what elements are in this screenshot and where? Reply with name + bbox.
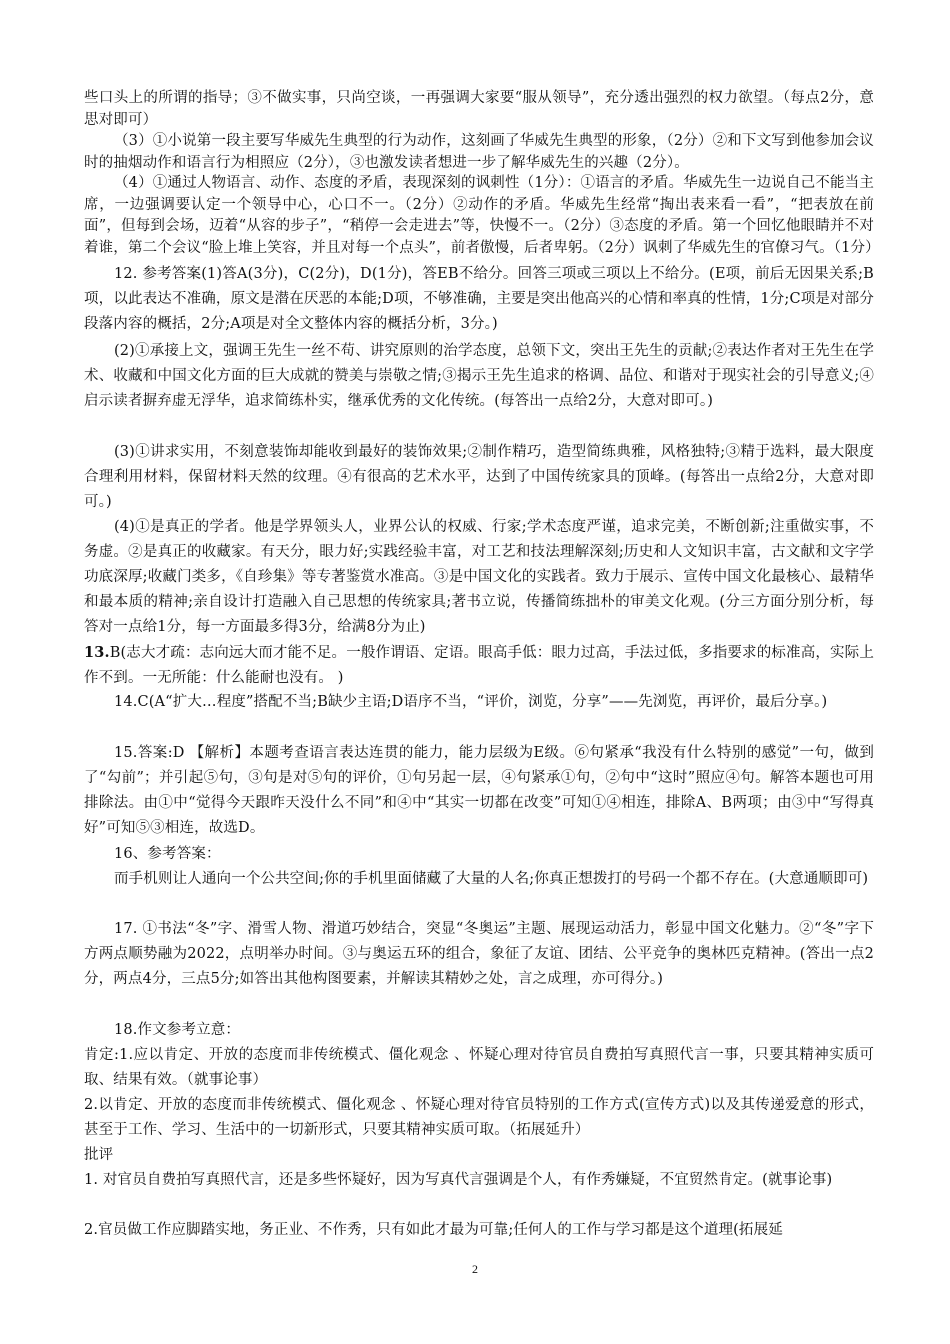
paragraph-continuation: 些口头上的所谓的指导；③不做实事，只尚空谈，一再强调大家要“服从领导”，充分透出强烈的权力欲望。（每点2分，意思对即可） (84, 90, 874, 128)
paragraph-18-affirm-1: 肯定:1.应以肯定、开放的态度而非传统模式、僵化观念 、怀疑心理对待官员自费拍写真照代言一事，只要其精神实质可取、结果有效。（就事论事） (84, 1047, 874, 1088)
paragraph-12-part2: (2)①承接上文，强调王先生一丝不苟、讲究原则的治学态度，总领下文，突出王先生的贡献;②表达作者对王先生在学术、收藏和中国文化方面的巨大成就的赞美与崇敬之情;③揭示王先生追求的格调、品位、和谐对于现实社会的引导意义;④启示读者摒弃虚无浮华，追求简练朴实，继承优秀的文化传统。(每答出一点给2分，大意对即可。) (84, 343, 874, 409)
paragraph-18-criticism-heading: 批评 (84, 1147, 114, 1163)
paragraph-15: 15.答案:D 【解析】本题考查语言表达连贯的能力，能力层级为E级。⑥句紧承“我没有什么特别的感觉”一句，做到了“勾前”；并引起⑤句，③句是对⑤句的评价，①句另起一层，④句紧承①句，②句中“这时”照应④句。解答本题也可用排除法。由①中“觉得今天跟昨天没什么不同”和④中“其实一切都在改变”可知①④相连，排除A、B两项；由③中“写得真好”可知⑤③相连，故选D。 (84, 745, 874, 836)
question-13-text: B(志大才疏：志向远大而才能不足。一般作谓语、定语。眼高手低：眼力过高，手法过低，多指要求的标准高，实际上作不到。一无所能：什么能耐也没有。 ) (84, 645, 874, 686)
paragraph-18-criticism-1: 1. 对官员自费拍写真照代言，还是多些怀疑好，因为写真代言强调是个人，有作秀嫌疑，不宜贸然肯定。(就事论事) (84, 1172, 833, 1188)
paragraph-17: 17. ①书法“冬”字、滑雪人物、滑道巧妙结合，突显“冬奥运”主题、展现运动活力，彰显中国文化魅力。②“冬”字下方两点顺势融为2022，点明举办时间。③与奥运五环的组合，象征了友谊、团结、公平竞争的奥林匹克精神。(答出一点2分，两点4分，三点5分;如答出其他构图要素，并解读其精妙之处，言之成理，亦可得分。) (84, 921, 874, 987)
paragraph-12-part3: (3)①讲求实用，不刻意装饰却能收到最好的装饰效果;②制作精巧，造型简练典雅，风格独特;③精于选料，最大限度合理利用材料，保留材料天然的纹理。④有很高的艺术水平，达到了中国传统家具的顶峰。(每答出一点给2分，大意对即可。) (84, 444, 874, 510)
paragraph-18-heading: 18.作文参考立意： (114, 1022, 241, 1038)
paragraph-13 (84, 640, 874, 691)
question-13-number: 13. (84, 644, 110, 661)
paragraph-q3: （3）①小说第一段主要写华威先生典型的行为动作，这刻画了华威先生典型的形象，（2分）②和下文写到他参加会议时的抽烟动作和语言行为相照应（2分），③也激发读者想进一步了解华威先生的兴趣（2分）。 (84, 133, 874, 171)
paragraph-16-heading: 16、参考答案： (114, 846, 221, 862)
paragraph-18-affirm-2: 2.以肯定、开放的态度而非传统模式、僵化观念 、怀疑心理对待官员特别的工作方式(宣传方式)以及其传递爱意的形式，甚至于工作、学习、生活中的一切新形式，只要其精神实质可取。（拓展延升） (84, 1097, 874, 1138)
paragraph-12-part4: (4)①是真正的学者。他是学界领头人，业界公认的权威、行家;学术态度严谨，追求完美，不断创新;注重做实事，不务虚。②是真正的收藏家。有天分，眼力好;实践经验丰富，对工艺和技法理解深刻;历史和人文知识丰富，古文献和文字学功底深厚;收藏门类多，《自珍集》等专著鉴赏水准高。③是中国文化的实践者。致力于展示、宣传中国文化最核心、最精华和最本质的精神;亲自设计打造融入自己思想的传统家具;著书立说，传播简练拙朴的审美文化观。(分三方面分别分析，每答对一点给1分，每一方面最多得3分，给满8分为止) (84, 519, 874, 635)
paragraph-14: 14.C(A“扩大…程度”搭配不当;B缺少主语;D语序不当，“评价，浏览，分享”——先浏览，再评价，最后分享。) (114, 694, 828, 710)
page-number: 2 (472, 1262, 478, 1276)
paragraph-16-answer: 而手机则让人通向一个公共空间;你的手机里面储藏了大量的人名;你真正想拨打的号码一个都不存在。(大意通顺即可) (114, 871, 869, 887)
paragraph-18-criticism-2: 2.官员做工作应脚踏实地，务正业、不作秀，只有如此才最为可靠;任何人的工作与学习都是这个道理(拓展延 (84, 1222, 783, 1238)
paragraph-q4: （4）①通过人物语言、动作、态度的矛盾，表现深刻的讽刺性（1分）：①语言的矛盾。华威先生一边说自己不能当主席，一边强调要认定一个领导中心，心口不一。（2分）②动作的矛盾。华威先生经常“掏出表来看一看”，“把表放在前面”，但每到会场，迈着“从容的步子”，“稍停一会走进去”等，快慢不一。（2分）③态度的矛盾。第一个回忆他眼睛并不对着谁，第二个会议“脸上堆上笑容，并且对每一个点头”，前者傲慢，后者卑躬。（2分）讽刺了华威先生的官僚习气。（1分） (84, 175, 880, 256)
paragraph-12-answer: 12. 参考答案(1)答A(3分)，C(2分)，D(1分)，答EB不给分。回答三项或三项以上不给分。(E项，前后无因果关系;B项，以此表达不准确，原文是潜在厌恶的本能;D项，不够准确，主要是突出他高兴的心情和率真的性情，1分;C项是对部分段落内容的概括，2分;A项是对全文整体内容的概括分析，3分。) (84, 266, 874, 332)
